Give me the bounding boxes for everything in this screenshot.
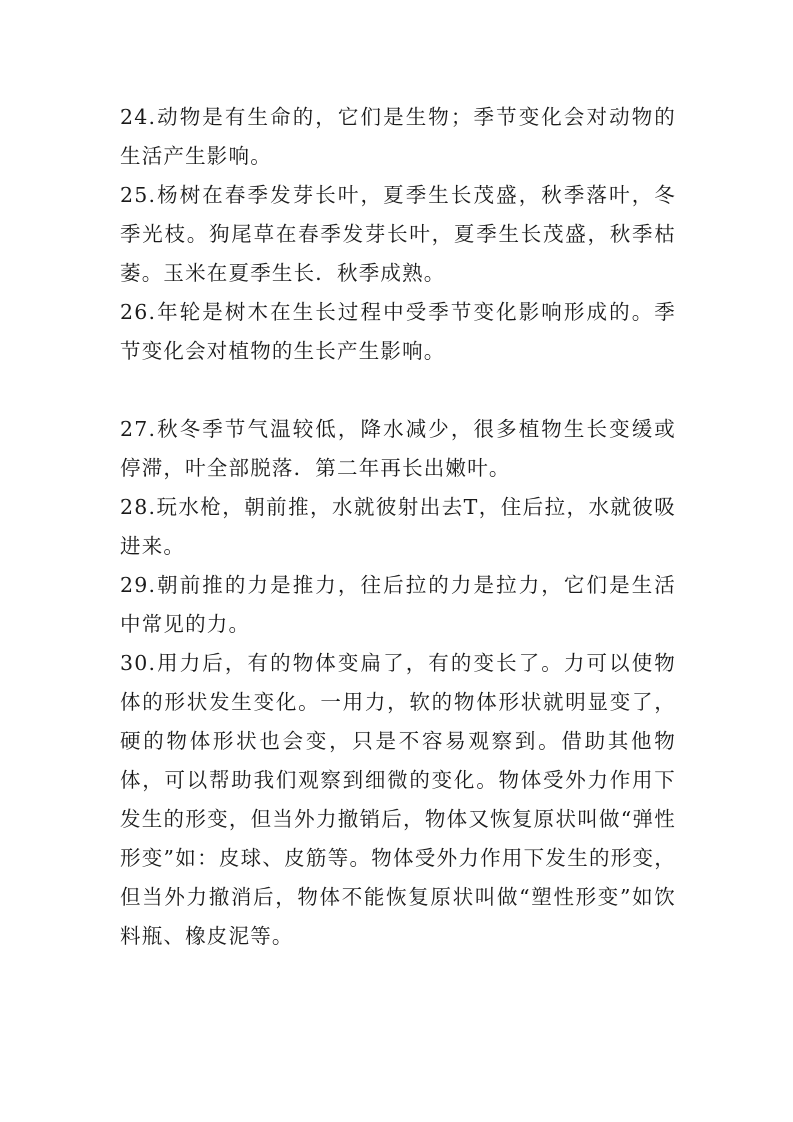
paragraph-30: 30.用力后，有的物体变扁了，有的变长了。力可以使物体的形状发生变化。一用力，软的物体形状就明显变了，硬的物体形状也会变，只是不容易观察到。借助其他物体，可以帮助我们观察到细微的变化。物体受外力作用下发生的形变，但当外力撤销后，物体又恢复原状叫做“弹性形变”如：皮球、皮筋等。物体受外力作用下发生的形变，但当外力撤消后，物体不能恢复原状叫做“塑性形变”如饮料瓶、橡皮泥等。 bbox=[120, 651, 676, 948]
document-body bbox=[120, 98, 676, 956]
paragraph-28: 28.玩水枪，朝前推，水就彼射出去T，住后拉，水就彼吸进来。 bbox=[120, 495, 676, 558]
paragraph-29: 29.朝前推的力是推力，往后拉的力是拉力，它们是生活中常见的力。 bbox=[120, 573, 676, 636]
paragraph-26: 26.年轮是树木在生长过程中受季节变化影响形成的。季节变化会对植物的生长产生影响。 bbox=[120, 300, 676, 363]
paragraph-27: 27.秋冬季节气温较低，降水减少，很多植物生长变缓或停滞，叶全部脱落．第二年再长出嫩叶。 bbox=[120, 417, 676, 480]
paragraph-24: 24.动物是有生命的，它们是生物；季节变化会对动物的生活产生影响。 bbox=[120, 105, 676, 168]
paragraph-25: 25.杨树在春季发芽长叶，夏季生长茂盛，秋季落叶，冬季光枝。狗尾草在春季发芽长叶，夏季生长茂盛，秋季枯萎。玉米在夏季生长．秋季成熟。 bbox=[120, 183, 676, 285]
